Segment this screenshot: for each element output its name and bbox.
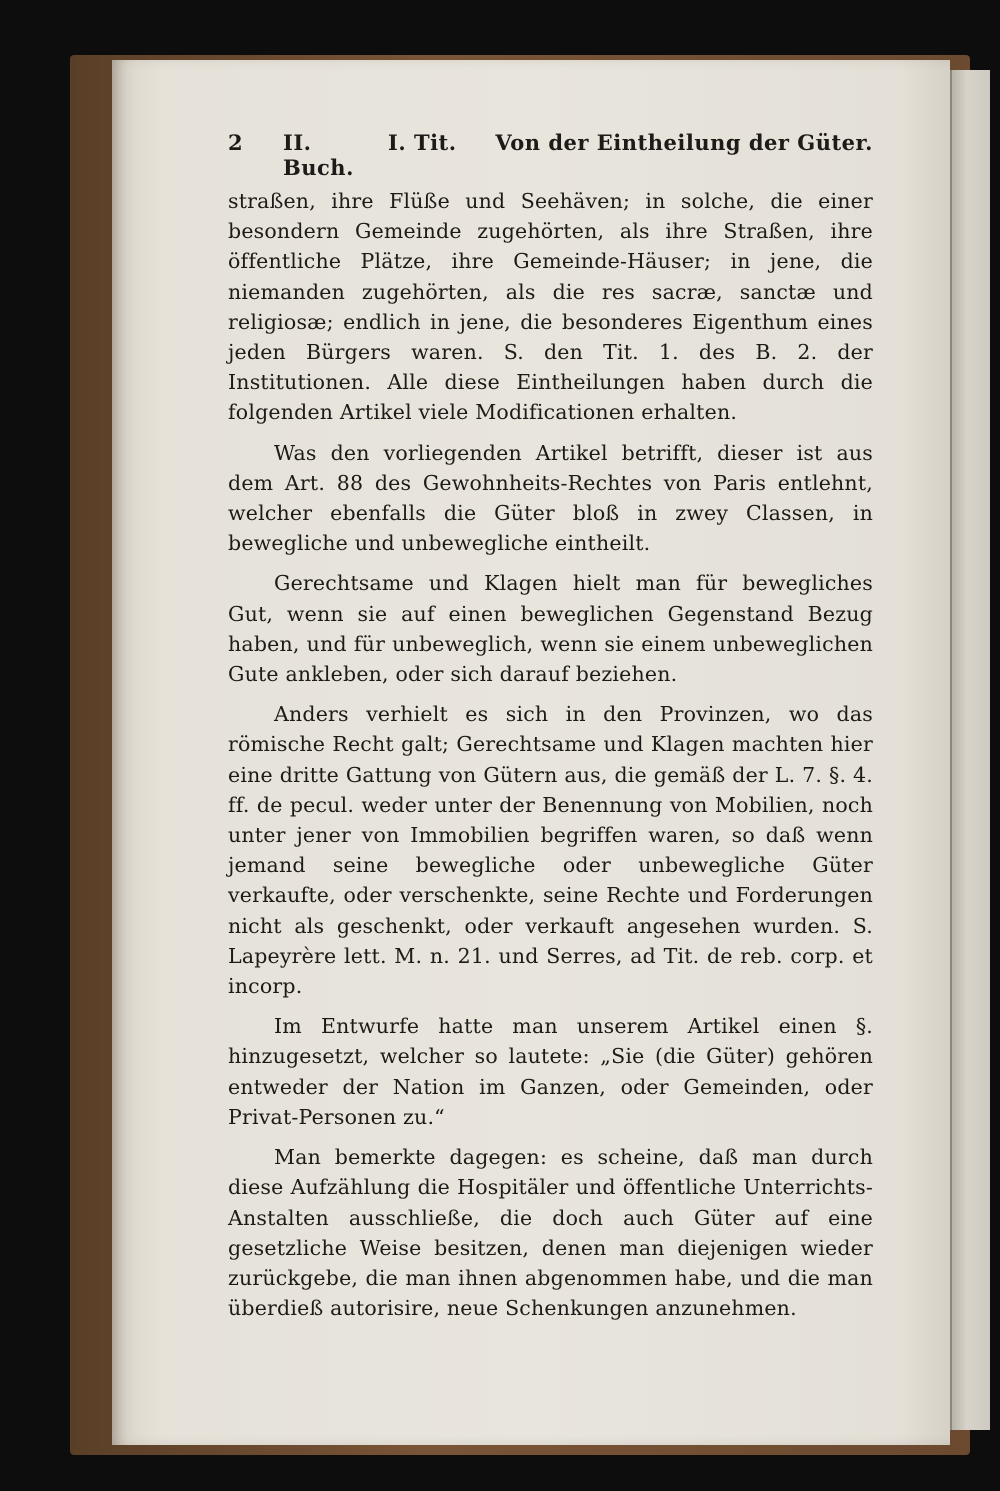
paragraph: Man bemerkte dagegen: es scheine, daß man durch diese Aufzählung die Hospitäler und öffentliche Unterrichts-Anstalten ausschließe, die doch auch Güter auf eine gesetzliche Weise besitzen, denen man diejenigen wieder zurückgebe, die man ihnen abgenommen habe, und die man überdieß autorisire, neue Schenkungen anzunehmen. (228, 1145, 873, 1321)
running-head (228, 130, 873, 180)
paragraph: Im Entwurfe hatte man unserem Artikel einen §. hinzugesetzt, welcher so lautete: „Sie (die Güter) gehören entweder der Nation im Ganzen, oder Gemeinden, oder Privat-Personen zu.“ (228, 1014, 873, 1129)
page-number: 2 (228, 130, 244, 155)
paragraph: Anders verhielt es sich in den Provinzen, wo das römische Recht galt; Gerechtsame und Klagen machten hier eine dritte Gattung von Gütern aus, die gemäß der L. 7. §. 4. ff. de pecul. weder unter der Benennung von Mobilien, noch unter jener von Immobilien begriffen waren, so daß wenn jemand seine bewegliche oder unbewegliche Güter verkaufte, oder verschenkte, seine Rechte und Forderungen nicht als geschenkt, oder verkauft angesehen wurden. S. Lapeyrère lett. M. n. 21. und Serres, ad Tit. de reb. corp. et incorp. (228, 702, 873, 999)
paragraph: Was den vorliegenden Artikel betrifft, dieser ist aus dem Art. 88 des Gewohnheits-Rechtes von Paris entlehnt, welcher ebenfalls die Güter bloß in zwey Classen, in bewegliche und unbewegliche eintheilt. (228, 440, 873, 556)
running-head-book: II. Buch. (283, 130, 354, 180)
page-text (228, 130, 873, 1333)
paragraph: straßen, ihre Flüße und Seehäven; in solche, die einer besondern Gemeinde zugehörten, als ihre Straßen, ihre öffentliche Plätze, ihre Gemeinde-Häuser; in jene, die niemanden zugehörten, als die res sacræ, sanctæ und religiosæ; endlich in jene, die besonderes Eigenthum eines jeden Bürgers waren. S. den Tit. 1. des B. 2. der Institutionen. Alle diese Eintheilungen haben durch die folgenden Artikel viele Modificationen erhalten. (228, 189, 873, 425)
next-page-edge (950, 70, 990, 1430)
running-head-title: I. Tit. (388, 130, 457, 155)
running-head-subject: Von der Eintheilung der Güter. (495, 130, 873, 155)
paragraph: Gerechtsame und Klagen hielt man für bewegliches Gut, wenn sie auf einen beweglichen Gegenstand Bezug haben, und für unbeweglich, wenn sie einem unbeweglichen Gute ankleben, oder sich darauf beziehen. (228, 571, 873, 687)
